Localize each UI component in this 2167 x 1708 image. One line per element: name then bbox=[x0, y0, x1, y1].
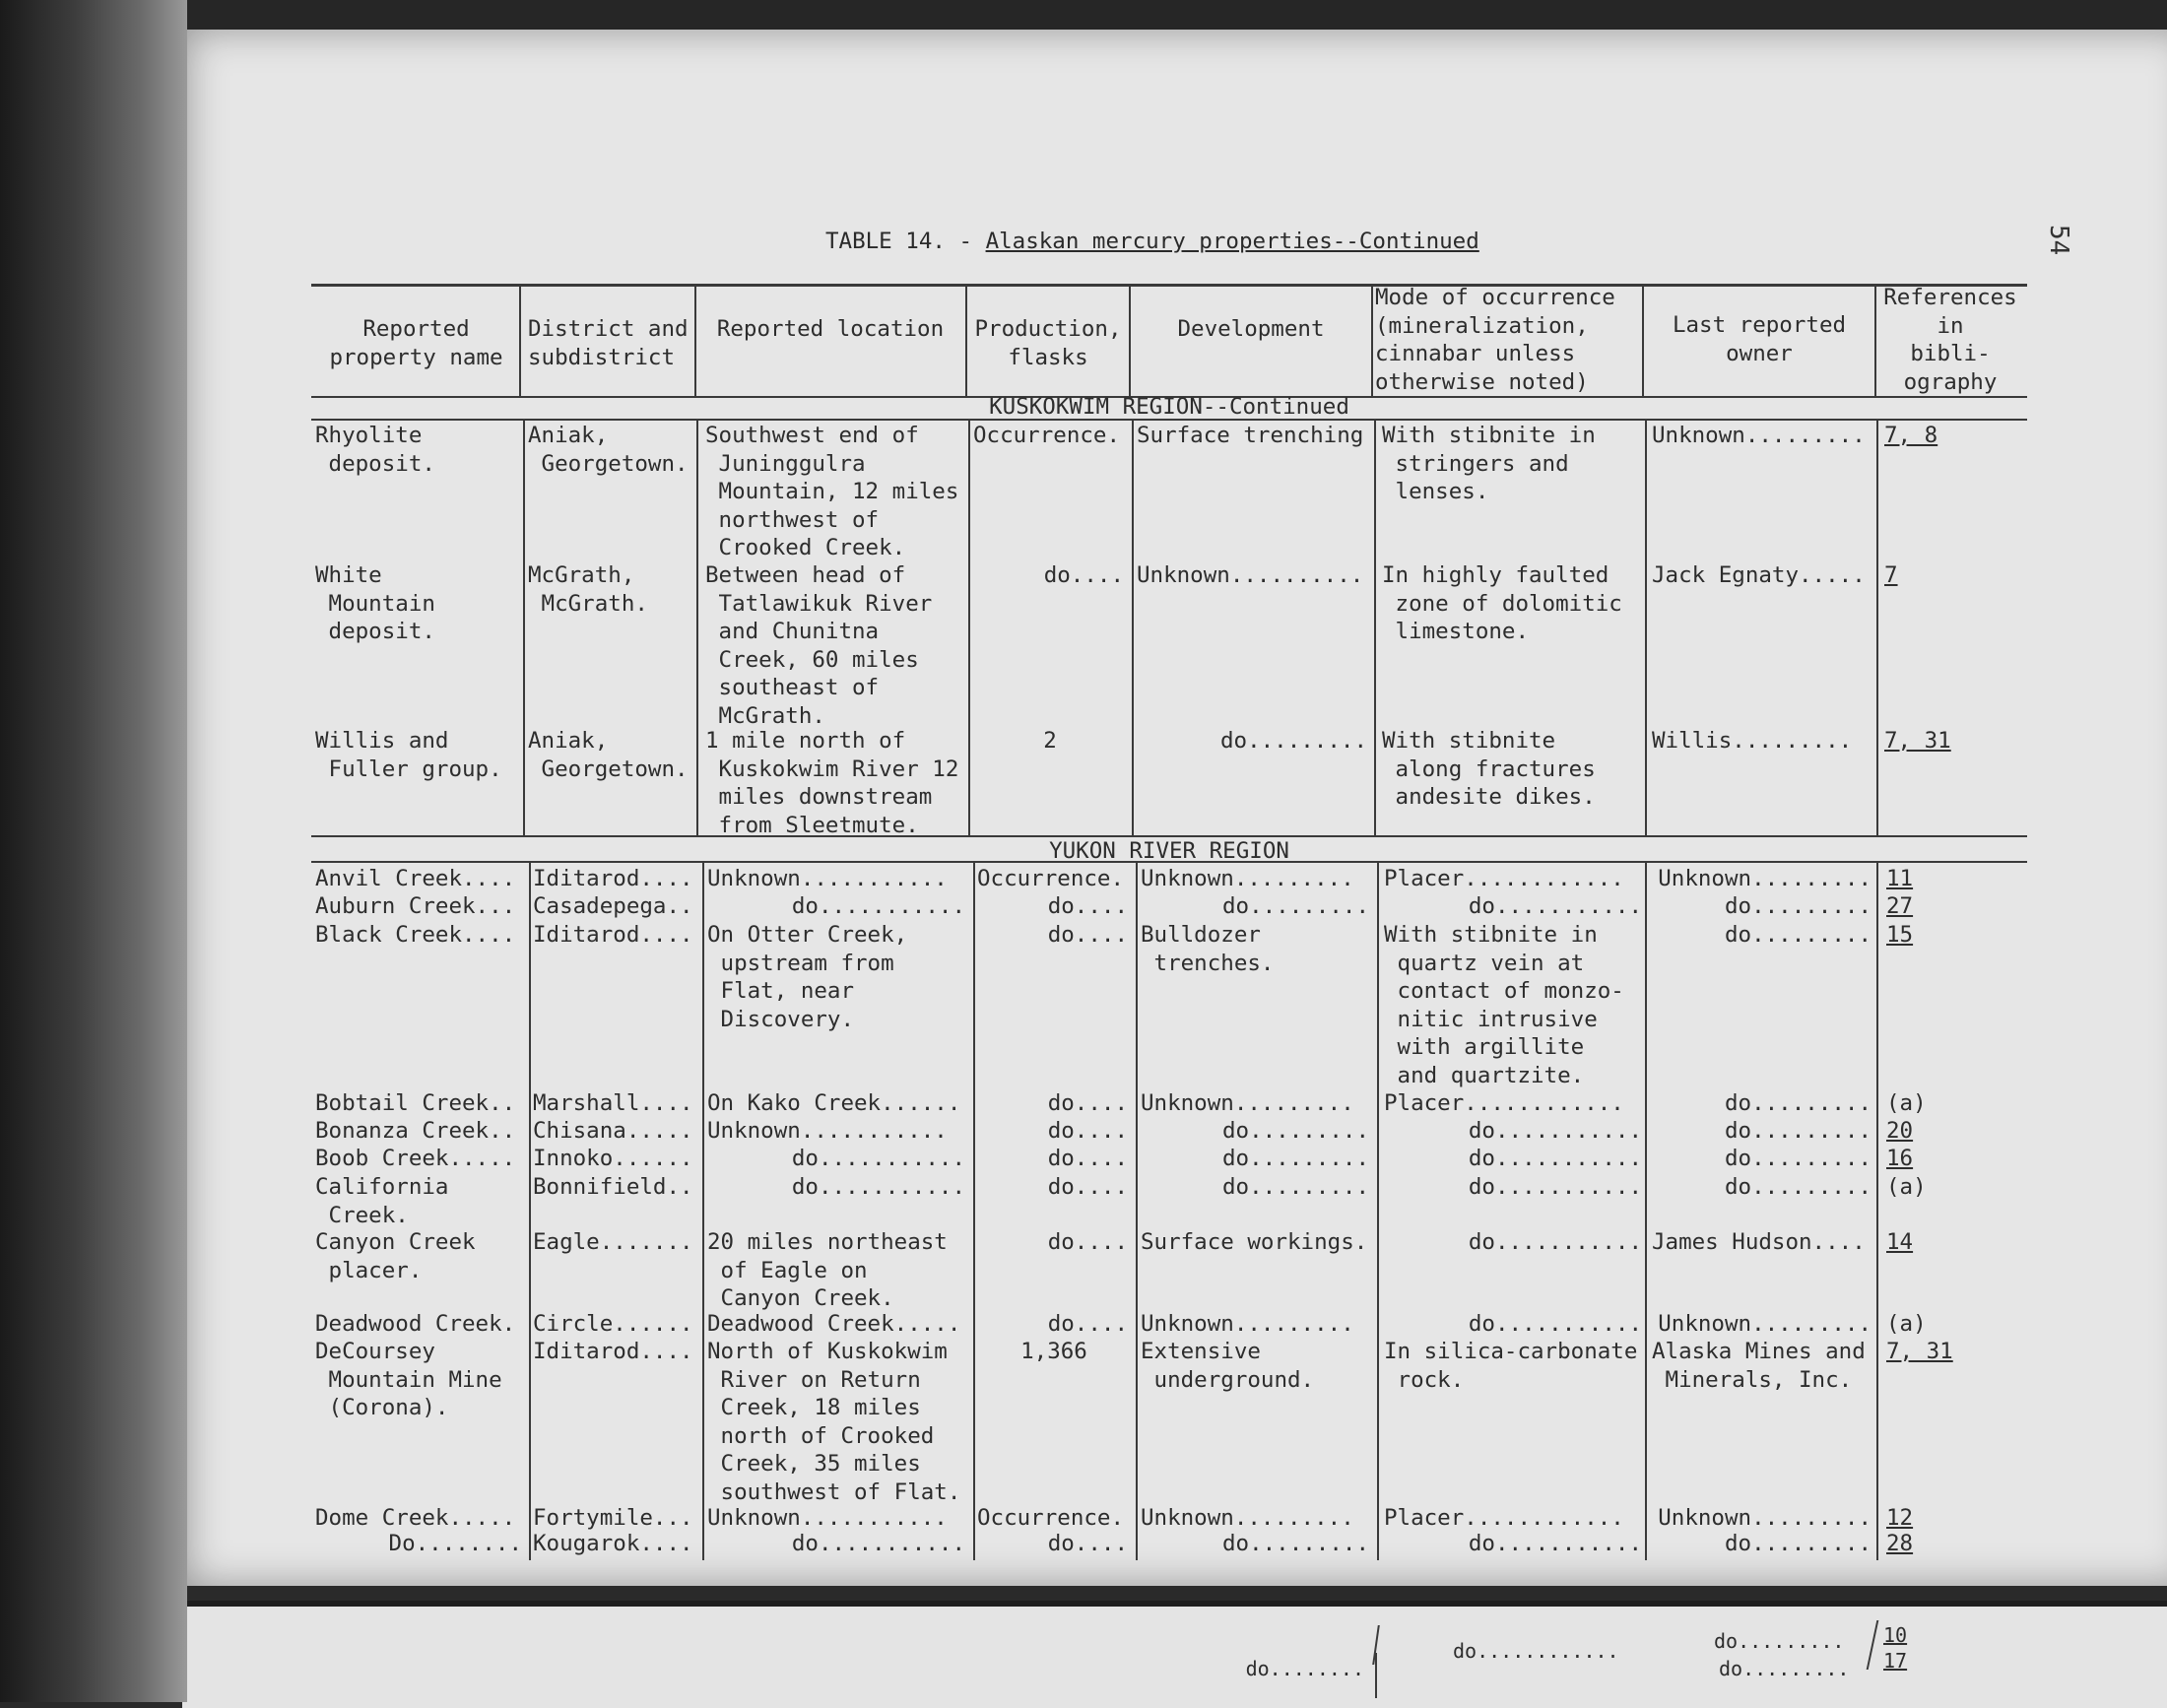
cell-location: do........... bbox=[791, 1531, 965, 1556]
header-location: Reported location bbox=[716, 316, 945, 342]
cell-refs: 12 bbox=[1886, 1505, 1914, 1531]
cell-production: do.... bbox=[1047, 922, 1128, 948]
header-production: Production, flasks bbox=[974, 316, 1122, 370]
cell-refs: 7, 31 bbox=[1886, 1339, 1953, 1364]
cell-owner: do......... bbox=[1724, 893, 1872, 919]
fragment-mode: do............ bbox=[1453, 1639, 1619, 1663]
cell-name: Auburn Creek... bbox=[315, 893, 516, 919]
cell-name: Bobtail Creek.. bbox=[315, 1090, 516, 1116]
cell-district: Eagle....... bbox=[533, 1229, 693, 1255]
cell-development: do......... bbox=[1221, 1174, 1369, 1200]
cell-production: do.... bbox=[1047, 1146, 1128, 1171]
cell-name: Canyon Creek placer. bbox=[315, 1229, 476, 1283]
cell-mode: In highly faulted zone of dolomitic limestone. bbox=[1382, 562, 1622, 644]
cell-owner: Unknown......... bbox=[1652, 423, 1866, 448]
cell-production: do.... bbox=[1047, 1090, 1128, 1116]
cell-owner: do......... bbox=[1724, 1090, 1872, 1116]
cell-owner: do......... bbox=[1724, 922, 1872, 948]
cell-name: White Mountain deposit. bbox=[315, 562, 435, 644]
fragment-development: do........ bbox=[1245, 1657, 1364, 1680]
cell-location: Between head of Tatlawikuk River and Chunitna Creek, 60 miles southeast of McGrath. bbox=[705, 562, 933, 729]
cell-owner: James Hudson.... bbox=[1652, 1229, 1866, 1255]
col-rule bbox=[1374, 419, 1376, 835]
cell-development: Unknown......... bbox=[1141, 1311, 1354, 1337]
cell-location: Unknown........... bbox=[707, 866, 948, 891]
col-rule bbox=[1876, 861, 1878, 1560]
col-rule bbox=[1371, 284, 1373, 396]
cell-district: McGrath, McGrath. bbox=[528, 562, 648, 617]
cell-name: Dome Creek..... bbox=[315, 1505, 516, 1531]
table-top-rule bbox=[311, 284, 2027, 287]
cell-name: Boob Creek..... bbox=[315, 1146, 516, 1171]
cell-refs: 16 bbox=[1886, 1146, 1914, 1171]
cell-mode: do........... bbox=[1468, 1174, 1642, 1200]
cell-mode: do........... bbox=[1468, 1229, 1642, 1255]
table-label: TABLE 14. - bbox=[825, 229, 986, 254]
cell-mode: do........... bbox=[1468, 1146, 1642, 1171]
cell-name: Bonanza Creek.. bbox=[315, 1118, 516, 1144]
header-owner: Last reported owner bbox=[1672, 312, 1847, 366]
cell-mode: With stibnite in stringers and lenses. bbox=[1382, 423, 1596, 504]
cell-development: Extensive underground. bbox=[1141, 1339, 1315, 1393]
book-binding-shadow bbox=[0, 0, 187, 1702]
page-number: 54 bbox=[2044, 225, 2073, 256]
cell-development: Surface trenching bbox=[1137, 423, 1364, 448]
cell-name: DeCoursey Mountain Mine (Corona). bbox=[315, 1339, 502, 1420]
cell-mode: Placer............ bbox=[1384, 866, 1624, 891]
cell-district: Chisana..... bbox=[533, 1118, 693, 1144]
cell-development: do......... bbox=[1221, 1146, 1369, 1171]
cell-refs: (a) bbox=[1886, 1311, 1927, 1337]
cell-district: Iditarod.... bbox=[533, 866, 693, 891]
col-rule bbox=[973, 861, 975, 1560]
cell-production: Occurrence. bbox=[977, 866, 1125, 891]
cell-mode: Placer............ bbox=[1384, 1505, 1624, 1531]
cell-district: Fortymile... bbox=[533, 1505, 693, 1531]
cell-location: On Kako Creek...... bbox=[707, 1090, 961, 1116]
cell-name: Willis and Fuller group. bbox=[315, 728, 502, 782]
cell-refs: 27 bbox=[1886, 893, 1914, 919]
cell-location: Unknown........... bbox=[707, 1118, 948, 1144]
cell-mode: do........... bbox=[1468, 893, 1642, 919]
cell-development: do......... bbox=[1221, 1118, 1369, 1144]
cell-district: Circle...... bbox=[533, 1311, 693, 1337]
table-title-text: Alaskan mercury properties--Continued bbox=[985, 229, 1479, 254]
cell-production: Occurrence. bbox=[973, 423, 1121, 448]
cell-district: Casadepega.. bbox=[533, 893, 693, 919]
cell-owner: do......... bbox=[1724, 1118, 1872, 1144]
cell-name: California Creek. bbox=[315, 1174, 449, 1228]
cell-refs: 14 bbox=[1886, 1229, 1914, 1255]
col-rule bbox=[1876, 419, 1878, 835]
header-mode: Mode of occurrence (mineralization, cinnabar unless otherwise noted) bbox=[1375, 285, 1615, 395]
fragment-refs-1: 10 bbox=[1883, 1623, 1908, 1647]
cell-production: do.... bbox=[1047, 893, 1128, 919]
cell-district: Iditarod.... bbox=[533, 1339, 693, 1364]
cell-location: Unknown........... bbox=[707, 1505, 948, 1531]
cell-development: Bulldozer trenches. bbox=[1141, 922, 1275, 976]
cell-refs: 7 bbox=[1884, 562, 1898, 588]
cell-mode: do........... bbox=[1468, 1531, 1642, 1556]
cell-district: Aniak, Georgetown. bbox=[528, 423, 689, 477]
cell-refs: 15 bbox=[1886, 922, 1914, 948]
cell-name: Deadwood Creek. bbox=[315, 1311, 516, 1337]
col-rule bbox=[1645, 861, 1647, 1560]
cell-location: do........... bbox=[791, 893, 965, 919]
cell-district: Marshall.... bbox=[533, 1090, 693, 1116]
cell-development: Unknown......... bbox=[1141, 866, 1354, 891]
header-property-name: Reported property name bbox=[329, 316, 503, 370]
cell-owner: Unknown......... bbox=[1658, 1505, 1872, 1531]
cell-location: do........... bbox=[791, 1174, 965, 1200]
cell-mode: do........... bbox=[1468, 1311, 1642, 1337]
cell-development: Unknown......... bbox=[1141, 1505, 1354, 1531]
cell-refs: 11 bbox=[1886, 866, 1914, 891]
cell-development: do......... bbox=[1221, 1531, 1369, 1556]
cell-owner: Unknown......... bbox=[1658, 1311, 1872, 1337]
cell-production: do.... bbox=[1047, 1229, 1128, 1255]
fragment-owner-2: do......... bbox=[1719, 1657, 1850, 1680]
section-top-rule-yukon bbox=[311, 835, 2027, 837]
cell-mode: do........... bbox=[1468, 1118, 1642, 1144]
cell-owner: Unknown......... bbox=[1658, 866, 1872, 891]
cell-refs: 7, 31 bbox=[1884, 728, 1951, 754]
section-title-yukon: YUKON RIVER REGION bbox=[1049, 838, 1289, 864]
fragment-refs-2: 17 bbox=[1883, 1649, 1908, 1673]
cell-refs: 7, 8 bbox=[1884, 423, 1938, 448]
cell-mode: With stibnite along fractures andesite dikes. bbox=[1382, 728, 1596, 810]
cell-production: do.... bbox=[1047, 1311, 1128, 1337]
cell-production: do.... bbox=[1043, 562, 1124, 588]
cell-mode: Placer............ bbox=[1384, 1090, 1624, 1116]
section-title-kuskokwim: KUSKOKWIM REGION--Continued bbox=[989, 394, 1349, 420]
cell-production: 2 bbox=[1043, 728, 1057, 754]
col-rule bbox=[1136, 861, 1138, 1560]
col-rule bbox=[1132, 419, 1134, 835]
table-title bbox=[825, 229, 1479, 254]
cell-refs: 28 bbox=[1886, 1531, 1914, 1556]
header-refs: References in bibli- ography bbox=[1883, 285, 2017, 395]
cell-refs: (a) bbox=[1886, 1090, 1927, 1116]
col-rule bbox=[529, 861, 531, 1560]
cell-mode: With stibnite in quartz vein at contact of monzo- nitic intrusive with argillite and quartzite. bbox=[1384, 922, 1624, 1088]
cell-development: do......... bbox=[1219, 728, 1367, 754]
cell-development: do......... bbox=[1221, 893, 1369, 919]
cell-owner: do......... bbox=[1724, 1531, 1872, 1556]
col-rule bbox=[696, 419, 698, 835]
cell-refs: (a) bbox=[1886, 1174, 1927, 1200]
fragment-owner-1: do......... bbox=[1714, 1629, 1845, 1653]
cell-development: Surface workings. bbox=[1141, 1229, 1368, 1255]
cell-district: Innoko...... bbox=[533, 1146, 693, 1171]
cell-location: 1 mile north of Kuskokwim River 12 miles downstream from Sleetmute. bbox=[705, 728, 959, 838]
cell-district: Iditarod.... bbox=[533, 922, 693, 948]
cell-development: Unknown......... bbox=[1141, 1090, 1354, 1116]
cell-location: do........... bbox=[791, 1146, 965, 1171]
cell-owner: do......... bbox=[1724, 1146, 1872, 1171]
cell-refs: 20 bbox=[1886, 1118, 1914, 1144]
header-development: Development bbox=[1177, 316, 1325, 342]
col-rule bbox=[1375, 1653, 1377, 1698]
cell-production: Occurrence. bbox=[977, 1505, 1125, 1531]
col-rule bbox=[968, 419, 970, 835]
col-rule bbox=[519, 284, 521, 396]
cell-name: Black Creek.... bbox=[315, 922, 516, 948]
cell-name: Rhyolite deposit. bbox=[315, 423, 435, 477]
cell-development: Unknown.......... bbox=[1137, 562, 1364, 588]
header-district: District and subdistrict bbox=[528, 316, 689, 370]
cell-production: do.... bbox=[1047, 1174, 1128, 1200]
cell-location: North of Kuskokwim River on Return Creek, 18 miles north of Crooked Creek, 35 miles southwest of Flat. bbox=[707, 1339, 961, 1505]
cell-district: Kougarok.... bbox=[533, 1531, 693, 1556]
cell-owner: Jack Egnaty..... bbox=[1652, 562, 1866, 588]
cell-name: Anvil Creek.... bbox=[315, 866, 516, 891]
col-rule bbox=[1377, 861, 1379, 1560]
cell-mode: In silica-carbonate rock. bbox=[1384, 1339, 1638, 1393]
cell-owner: Alaska Mines and Minerals, Inc. bbox=[1652, 1339, 1866, 1393]
col-rule bbox=[1645, 419, 1647, 835]
col-rule bbox=[702, 861, 704, 1560]
cell-production: do.... bbox=[1047, 1531, 1128, 1556]
cell-location: 20 miles northeast of Eagle on Canyon Creek. bbox=[707, 1229, 948, 1311]
cell-location: Deadwood Creek..... bbox=[707, 1311, 961, 1337]
col-rule bbox=[523, 419, 525, 835]
cell-owner: do......... bbox=[1724, 1174, 1872, 1200]
cell-district: Bonnifield.. bbox=[533, 1174, 693, 1200]
cell-location: Southwest end of Juninggulra Mountain, 12 miles northwest of Crooked Creek. bbox=[705, 423, 959, 560]
cell-owner: Willis......... bbox=[1652, 728, 1853, 754]
cell-production: 1,366 bbox=[1020, 1339, 1087, 1364]
cell-district: Aniak, Georgetown. bbox=[528, 728, 689, 782]
cell-production: do.... bbox=[1047, 1118, 1128, 1144]
cell-name: Do........ bbox=[388, 1531, 522, 1556]
cell-location: On Otter Creek, upstream from Flat, near Discovery. bbox=[707, 922, 908, 1032]
